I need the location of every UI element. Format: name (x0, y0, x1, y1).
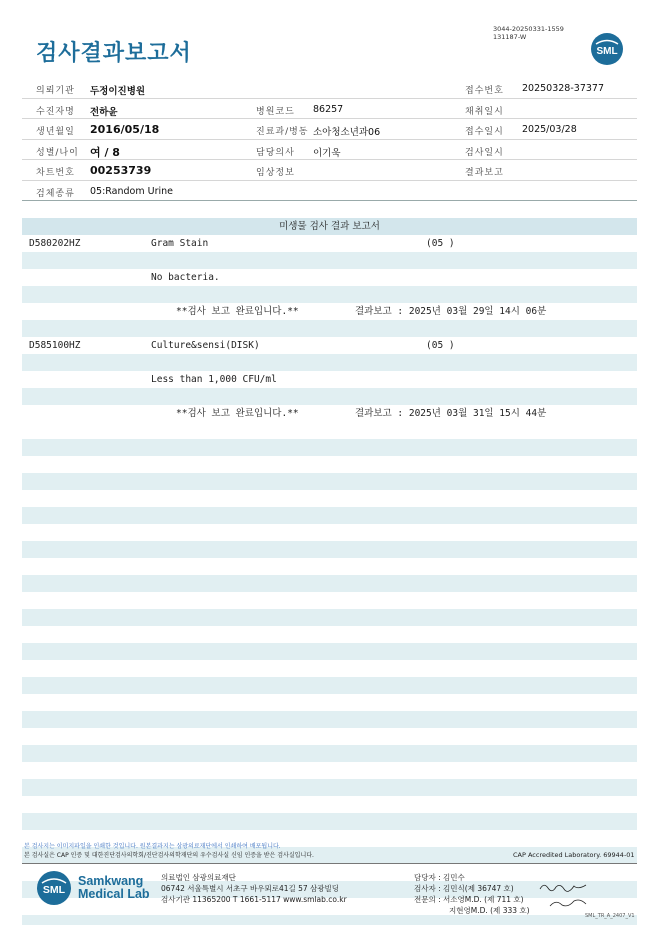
blank-line (22, 252, 637, 269)
lab-address-block (161, 872, 347, 905)
report-time: 결과보고 : 2025년 03월 31일 15시 44분 (355, 408, 547, 419)
result-report-label: 결과보고 (465, 168, 504, 178)
blank-line (22, 473, 637, 490)
dept-label: 진료과/병동 (256, 127, 309, 137)
form-code: SML_TR_A_2407_V1 (585, 913, 635, 919)
report-number (493, 25, 564, 41)
patient-info-table (22, 78, 637, 201)
report-title: 검사결과보고서 (36, 41, 192, 66)
doctor: 이기욱 (313, 147, 341, 159)
finding-line (22, 371, 637, 388)
birth-date: 2016/05/18 (90, 123, 160, 136)
test-name: Gram Stain (151, 238, 209, 249)
patient-label: 수진자명 (36, 106, 75, 117)
receipt-no: 20250328-37377 (522, 83, 605, 94)
finding-line (22, 269, 637, 286)
blank-line (22, 660, 637, 677)
sml-logo-icon (590, 32, 624, 66)
chart-no-label: 차트번호 (36, 168, 75, 178)
blank-line (22, 779, 637, 796)
report-complete-note: **검사 보고 완료입니다.** (176, 306, 299, 317)
blank-line (22, 643, 637, 660)
blank-line (22, 354, 637, 371)
blank-line (22, 677, 637, 694)
contact: 검사기관 11365200 T 1661-5117 www.smlab.co.kr (161, 895, 347, 904)
blank-line (22, 388, 637, 405)
blank-line (22, 813, 637, 830)
blank-line (22, 915, 637, 925)
cap-accreditation: CAP Accredited Laboratory. 69944-01 (513, 851, 635, 859)
blank-line (22, 456, 637, 473)
blank-line (22, 422, 637, 439)
receipt-date: 2025/03/28 (522, 124, 577, 135)
patient-name: 전하윤 (90, 106, 118, 118)
blank-line (22, 490, 637, 507)
sex-age: 여 / 8 (90, 145, 120, 159)
blank-line (22, 507, 637, 524)
specimen: 05:Random Urine (90, 185, 174, 197)
sml-brand-logo-icon (36, 870, 72, 906)
blank-line (22, 558, 637, 575)
blank-line (22, 728, 637, 745)
info-row (22, 119, 637, 140)
test-number: (05 ) (426, 340, 455, 351)
collection-date-label: 채취일시 (465, 106, 504, 117)
complete-line (22, 405, 637, 422)
report-time: 결과보고 : 2025년 03월 29일 14시 06분 (355, 306, 547, 317)
signature-tester (538, 880, 588, 894)
blank-line (22, 609, 637, 626)
test-code: D580202HZ (29, 238, 81, 249)
dept: 소아청소년과06 (313, 127, 381, 138)
info-row (22, 160, 637, 181)
staff-manager: 담당자 : 김민수 (414, 873, 465, 882)
test-finding: Less than 1,000 CFU/ml (151, 374, 277, 385)
blank-line (22, 745, 637, 762)
report-number-line-2: 131187-W (493, 33, 527, 41)
staff-tester: 검사자 : 김민식(제 36747 호) (414, 884, 514, 893)
requesting-org-label: 의뢰기관 (36, 86, 75, 96)
blank-line (22, 796, 637, 813)
receipt-date-label: 접수일시 (465, 127, 504, 137)
blank-line (22, 711, 637, 728)
exam-date-label: 검사일시 (465, 147, 504, 158)
report-number-line-1: 3044-20250331-1559 (493, 25, 564, 33)
address: 06742 서울특별시 서초구 바우뫼로41길 57 삼광빌딩 (161, 884, 340, 893)
blank-line (22, 286, 637, 303)
blank-line (22, 439, 637, 456)
chart-no: 00253739 (90, 164, 152, 177)
report-complete-note: **검사 보고 완료입니다.** (176, 408, 299, 419)
footer-divider (22, 863, 637, 864)
brand-logo-text: SML (42, 884, 66, 896)
complete-line (22, 303, 637, 320)
blank-line (22, 575, 637, 592)
test-name: Culture&sensi(DISK) (151, 340, 260, 351)
info-row (22, 181, 637, 202)
info-row (22, 78, 637, 99)
org-name: 의료법인 삼광의료재단 (161, 873, 236, 882)
brand-line-1: Samkwang (78, 874, 144, 888)
blank-line (22, 524, 637, 541)
staff-specialist-1: 전문의 : 서소영M.D. (제 711 호) (414, 895, 524, 904)
staff-block (414, 872, 530, 916)
receipt-no-label: 접수번호 (465, 86, 504, 96)
signature-specialist (548, 896, 588, 910)
test-code: D585100HZ (29, 340, 81, 351)
hospital-code: 86257 (313, 103, 344, 115)
info-row (22, 99, 637, 120)
micro-result-section (22, 218, 637, 925)
hospital-code-label: 병원코드 (256, 106, 295, 117)
blank-line (22, 694, 637, 711)
clinical-info-label: 임상정보 (256, 168, 295, 178)
requesting-org: 두정이진병원 (90, 86, 146, 97)
brand-line-2: Medical Lab (78, 887, 150, 901)
accreditation-notice: 본 검사실은 CAP 인증 및 대한진단검사의학회/진단검사의학재단의 우수검사실 신임 인증을 받은 검사실입니다. (24, 852, 314, 859)
brand-name (78, 875, 150, 901)
blank-line (22, 592, 637, 609)
test-finding: No bacteria. (151, 272, 220, 283)
result-section-title: 미생물 검사 결과 보고서 (22, 218, 637, 235)
doctor-label: 담당의사 (256, 147, 295, 158)
image-print-notice: 본 검사지는 이미지파일을 인쇄한 것입니다. 원본결과지는 삼광의료재단에서 인쇄하여 배포됩니다. (24, 843, 281, 850)
brand-block (36, 870, 150, 906)
blank-line (22, 320, 637, 337)
sex-age-label: 성별/나이 (36, 147, 79, 158)
info-row (22, 140, 637, 161)
specimen-label: 검체종류 (36, 188, 75, 199)
test-number: (05 ) (426, 238, 455, 249)
test-line (22, 235, 637, 252)
birth-label: 생년월일 (36, 127, 75, 137)
blank-line (22, 626, 637, 643)
blank-line (22, 541, 637, 558)
test-line (22, 337, 637, 354)
staff-specialist-2: 지현영M.D. (제 333 호) (449, 906, 530, 915)
blank-line (22, 762, 637, 779)
logo-text: SML (596, 46, 618, 57)
